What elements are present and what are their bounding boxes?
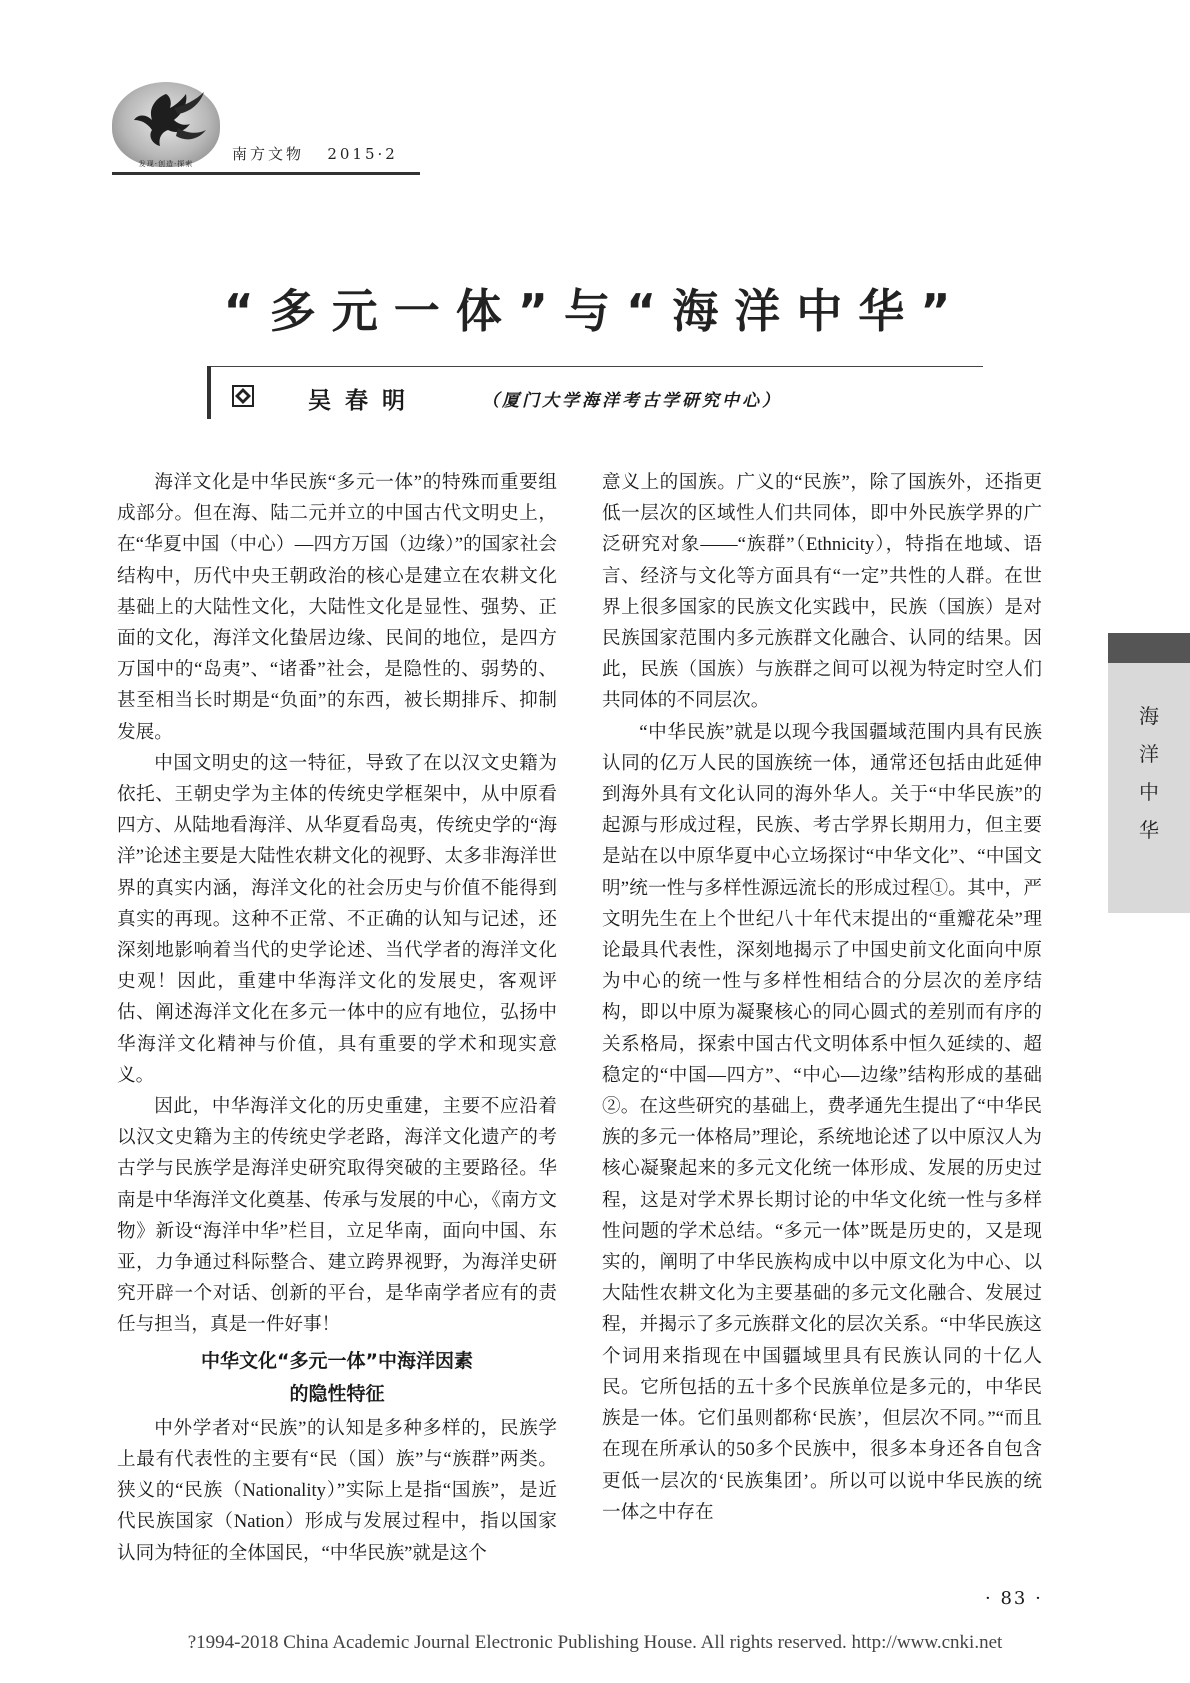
author-bar — [207, 366, 211, 419]
journal-logo — [112, 82, 220, 167]
article-title: “多元一体”与“海洋中华” — [223, 284, 967, 338]
journal-name: 南方文物 — [232, 145, 305, 163]
section-side-tab — [1108, 633, 1190, 913]
side-tab-text — [1108, 697, 1190, 849]
header-rule — [112, 172, 420, 175]
copyright-notice: ?1994-2018 China Academic Journal Electronic Publishing House. All rights reserved. http://www.cnki.net — [187, 1632, 1003, 1653]
side-tab-char: 中 — [1139, 780, 1159, 804]
section-heading-line2: 的隐性特征 — [289, 1382, 385, 1405]
author-affiliation: （厦门大学海洋考古学研究中心） — [482, 391, 782, 411]
side-tab-char: 华 — [1139, 818, 1159, 842]
author-name: 吴春明 — [308, 387, 419, 414]
paragraph: 中国文明史的这一特征，导致了在以汉文史籍为依托、王朝史学为主体的传统史学框架中，从中原看四方、从陆地看海洋、从华夏看岛夷，传统史学的“海洋”论述主要是大陆性农耕文化的视野、太多非海洋世界的真实内涵，海洋文化的社会历史与价值不能得到真实的再现。这种不正常、不正确的认知与记述，还深刻地影响着当代的史学论述、当代学者的海洋文化史观！因此，重建中华海洋文化的发展史，客观评估、阐述海洋文化在多元一体中的应有地位，弘扬中华海洋文化精神与价值，具有重要的学术和现实意义。 — [117, 752, 557, 1086]
diamond-square-icon — [232, 385, 254, 407]
paragraph: 意义上的国族。广义的“民族”，除了国族外，还指更低一层次的区域性人们共同体，即中外民族学界的广泛研究对象——“族群”（Ethnicity），特指在地域、语言、经济与文化等方面具有“一定”共性的人群。在世界上很多国家的民族文化实践中，民族（国族）是对民族国家范围内多元族群文化融合、认同的结果。因此，民族（国族）与族群之间可以视为特定时空人们共同体的不同层次。 — [602, 472, 1042, 712]
paragraph: 海洋文化是中华民族“多元一体”的特殊而重要组成部分。但在海、陆二元并立的中国古代文明史上，在“华夏中国（中心）—四方万国（边缘）”的国家社会结构中，历代中央王朝政治的核心是建立在农耕文化基础上的大陆性文化，大陆性文化是显性、强势、正面的文化，海洋文化蛰居边缘、民间的地位，是四方万国中的“岛夷”、“诸番”社会，是隐性的、弱势的、甚至相当长时期是“负面”的东西，被长期排斥、抑制发展。 — [117, 472, 557, 743]
journal-header — [232, 143, 398, 164]
paragraph: 因此，中华海洋文化的历史重建，主要不应沿着以汉文史籍为主的传统史学老路，海洋文化遗产的考古学与民族学是海洋史研究取得突破的主要路径。华南是中华海洋文化奠基、传承与发展的中心，《南方文物》新设“海洋中华”栏目，立足华南，面向中国、东亚，力争通过科际整合、建立跨界视野，为海洋史研究开辟一个对话、创新的平台，是华南学者应有的责任与担当，真是一件好事！ — [117, 1096, 557, 1336]
phoenix-icon — [118, 84, 214, 156]
section-heading — [117, 1345, 557, 1411]
section-heading-line1: 中华文化“多元一体”中海洋因素 — [201, 1349, 473, 1372]
paragraph: “中华民族”就是以现今我国疆域范围内具有民族认同的亿万人民的国族统一体，通常还包括由此延伸到海外具有文化认同的海外华人。关于“中华民族”的起源与形成过程，民族、考古学界长期用力，但主要是站在以中原华夏中心立场探讨“中华文化”、“中国文明”统一性与多样性源远流长的形成过程①。其中，严文明先生在上个世纪八十年代末提出的“重瓣花朵”理论最具代表性，深刻地揭示了中国史前文化面向中原为中心的统一性与多样性相结合的分层次的差序结构，即以中原为凝聚核心的同心圆式的差别而有序的关系格局，探索中国古代文明体系中恒久延续的、超稳定的“中国—四方”、“中心—边缘”结构形成的基础②。在这些研究的基础上，费孝通先生提出了“中华民族的多元一体格局”理论，系统地论述了以中原汉人为核心凝聚起来的多元文化统一体形成、发展的历史过程，这是对学术界长期讨论的中华文化统一性与多样性问题的学术总结。“多元一体”既是历史的，又是现实的，阐明了中华民族构成中以中原文化为中心、以大陆性农耕文化为主要基础的多元文化融合、发展过程，并揭示了多元族群文化的层次关系。“中华民族这个词用来指现在中国疆域里具有民族认同的十亿人民。它所包括的五十多个民族单位是多元的，中华民族是一体。它们虽则都称‘民族’，但层次不同。”“而且在现在所承认的50多个民族中，很多本身还各自包含更低一层次的‘民族集团’。所以可以说中华民族的统一体之中存在 — [602, 721, 1042, 1523]
side-tab-char: 海 — [1139, 704, 1159, 728]
page-number: · 83 · — [985, 1588, 1043, 1609]
left-column — [117, 467, 557, 1569]
side-tab-char: 洋 — [1139, 742, 1159, 766]
journal-issue: 2015·2 — [327, 145, 398, 163]
logo-caption: 发现·创造·探索 — [138, 160, 194, 168]
paragraph: 中外学者对“民族”的认知是多种多样的，民族学上最有代表性的主要有“民（国）族”与“族群”两类。狭义的“民族（Nationality）”实际上是指“国族”，是近代民族国家（Nation）形成与发展过程中，指以国家认同为特征的全体国民，“中华民族”就是这个 — [117, 1417, 557, 1564]
right-column — [602, 467, 1042, 1528]
author-rule — [207, 366, 983, 367]
